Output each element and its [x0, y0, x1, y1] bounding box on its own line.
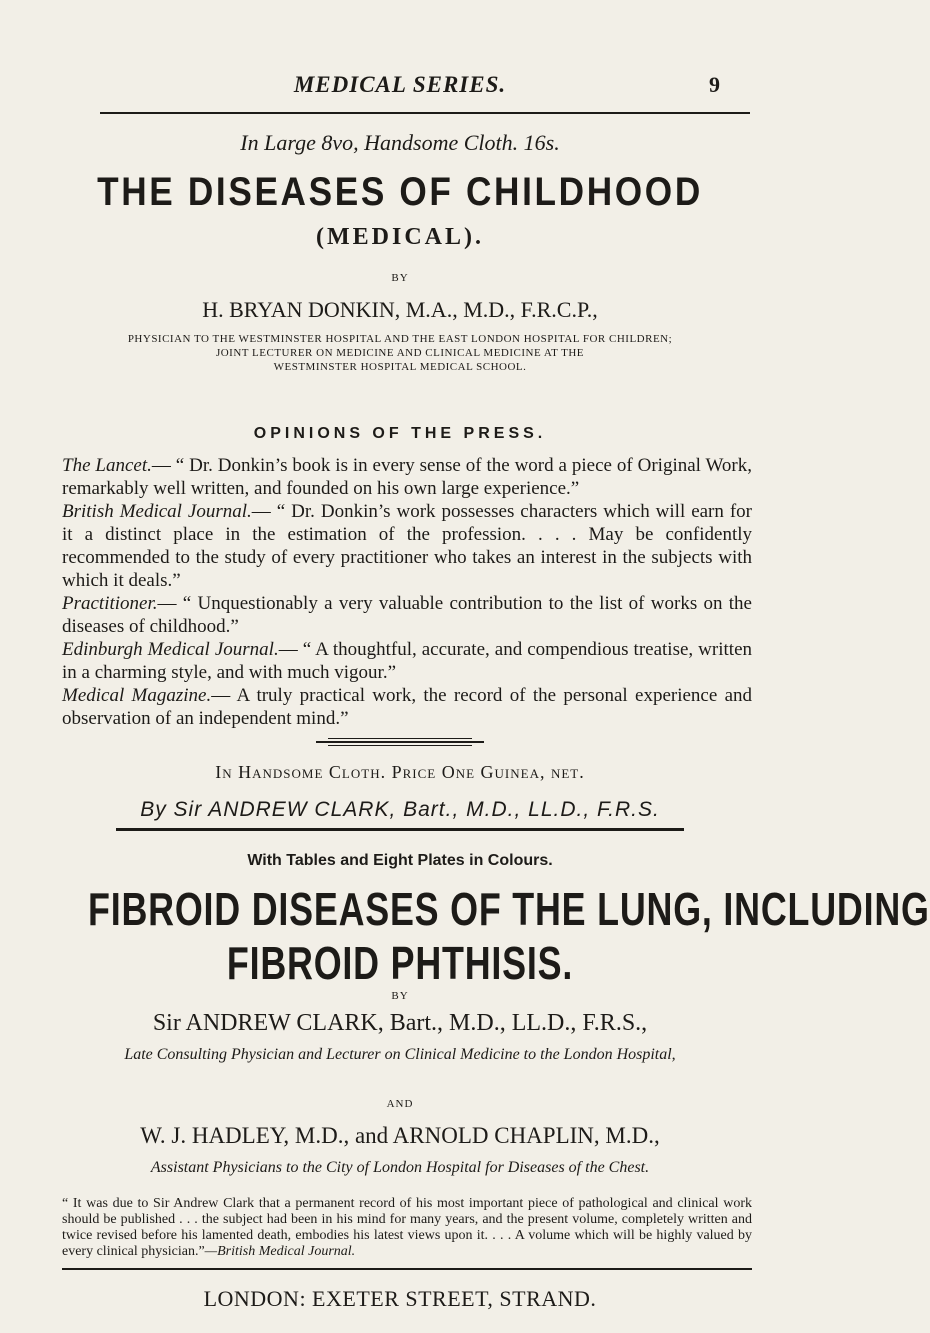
- book2-plates-line: With Tables and Eight Plates in Colours.: [247, 852, 553, 869]
- book2-press-quote: [62, 1196, 752, 1260]
- book1-subtitle: (MEDICAL).: [316, 224, 484, 250]
- book2-and-label: AND: [386, 1098, 414, 1110]
- review-source: Practitioner.: [62, 593, 158, 614]
- quote-source: —British Medical Journal.: [204, 1244, 356, 1259]
- quote-text: “ It was due to Sir Andrew Clark that a permanent record of his most important piece of pathological and clinical work should be published . . . the subject had been in his mind for many years, and the present volume, completely written and twice revised before his lamented death, embodies his latest views upon it. . . . A volume which will be highly valued by every clinical physician.”: [62, 1196, 752, 1259]
- review-edinburgh: [62, 638, 752, 684]
- book1-price-line: In Large 8vo, Handsome Cloth. 16s.: [240, 130, 560, 155]
- review-text: — “ Dr. Donkin’s book is in every sense of the word a piece of Original Work, remarkably well written, and founded on his own large experience.”: [62, 455, 752, 499]
- review-text: — A truly practical work, the record of the personal experience and observation of an independent mind.”: [62, 685, 753, 729]
- footer-rule: [62, 1268, 752, 1270]
- book2-coauthors-role: Assistant Physicians to the City of London Hospital for Diseases of the Chest.: [150, 1159, 650, 1176]
- book1-affiliation-line: PHYSICIAN TO THE WESTMINSTER HOSPITAL AND THE EAST LONDON HOSPITAL FOR CHILDREN;: [127, 333, 673, 345]
- section-divider: [316, 741, 484, 743]
- book1-affiliation-line: JOINT LECTURER ON MEDICINE AND CLINICAL MEDICINE AT THE: [215, 347, 585, 359]
- review-source: British Medical Journal.: [62, 501, 252, 522]
- book1-affiliation-line: WESTMINSTER HOSPITAL MEDICAL SCHOOL.: [273, 361, 527, 373]
- book1-by-label: BY: [391, 272, 409, 284]
- page-number: 9: [709, 72, 720, 97]
- review-text: — “ A thoughtful, accurate, and compendious treatise, written in a charming style, and with much vigour.”: [62, 639, 752, 683]
- book1-title: THE DISEASES OF CHILDHOOD: [97, 170, 703, 214]
- review-medical-magazine: [62, 684, 752, 730]
- footer-address: LONDON: EXETER STREET, STRAND.: [203, 1286, 597, 1311]
- review-source: Edinburgh Medical Journal.: [62, 639, 279, 660]
- review-source: Medical Magazine.: [62, 685, 212, 706]
- book2-title-line: FIBROID PHTHISIS.: [226, 937, 574, 989]
- section-divider: [328, 745, 472, 746]
- book2-author-role: Late Consulting Physician and Lecturer on Clinical Medicine to the London Hospital,: [124, 1046, 676, 1063]
- book1-author: H. BRYAN DONKIN, M.A., M.D., F.R.C.P.,: [202, 297, 598, 322]
- book2-author: Sir ANDREW CLARK, Bart., M.D., LL.D., F.R.S.,: [152, 1010, 648, 1036]
- review-source: The Lancet.: [62, 455, 152, 476]
- book2-coauthors: W. J. HADLEY, M.D., and ARNOLD CHAPLIN, M.D.,: [140, 1123, 660, 1148]
- book2-author-italic: By Sir ANDREW CLARK, Bart., M.D., LL.D., F.R.S.: [140, 798, 660, 821]
- header-rule: [100, 112, 750, 114]
- review-text: — “ Unquestionably a very valuable contribution to the list of works on the diseases of childhood.”: [62, 593, 752, 637]
- review-lancet: [62, 454, 752, 500]
- book2-by-label: BY: [391, 990, 409, 1002]
- section-divider: [328, 738, 472, 739]
- review-text: — “ Dr. Donkin’s work possesses characters which will earn for it a distinct place in the estimation of the profession. . . . May be confidently recommended to the study of every practitioner who takes an interest in the subjects with which it deals.”: [62, 501, 753, 591]
- review-practitioner: [62, 592, 752, 638]
- opinions-heading: OPINIONS OF THE PRESS.: [253, 425, 547, 442]
- running-header-title: MEDICAL SERIES.: [293, 72, 507, 97]
- book2-title-line: FIBROID DISEASES OF THE LUNG, INCLUDING: [88, 883, 930, 935]
- book2-binding-line: In Handsome Cloth. Price One Guinea, net.: [215, 762, 585, 782]
- thick-rule: [116, 828, 684, 831]
- review-bmj: [62, 500, 752, 592]
